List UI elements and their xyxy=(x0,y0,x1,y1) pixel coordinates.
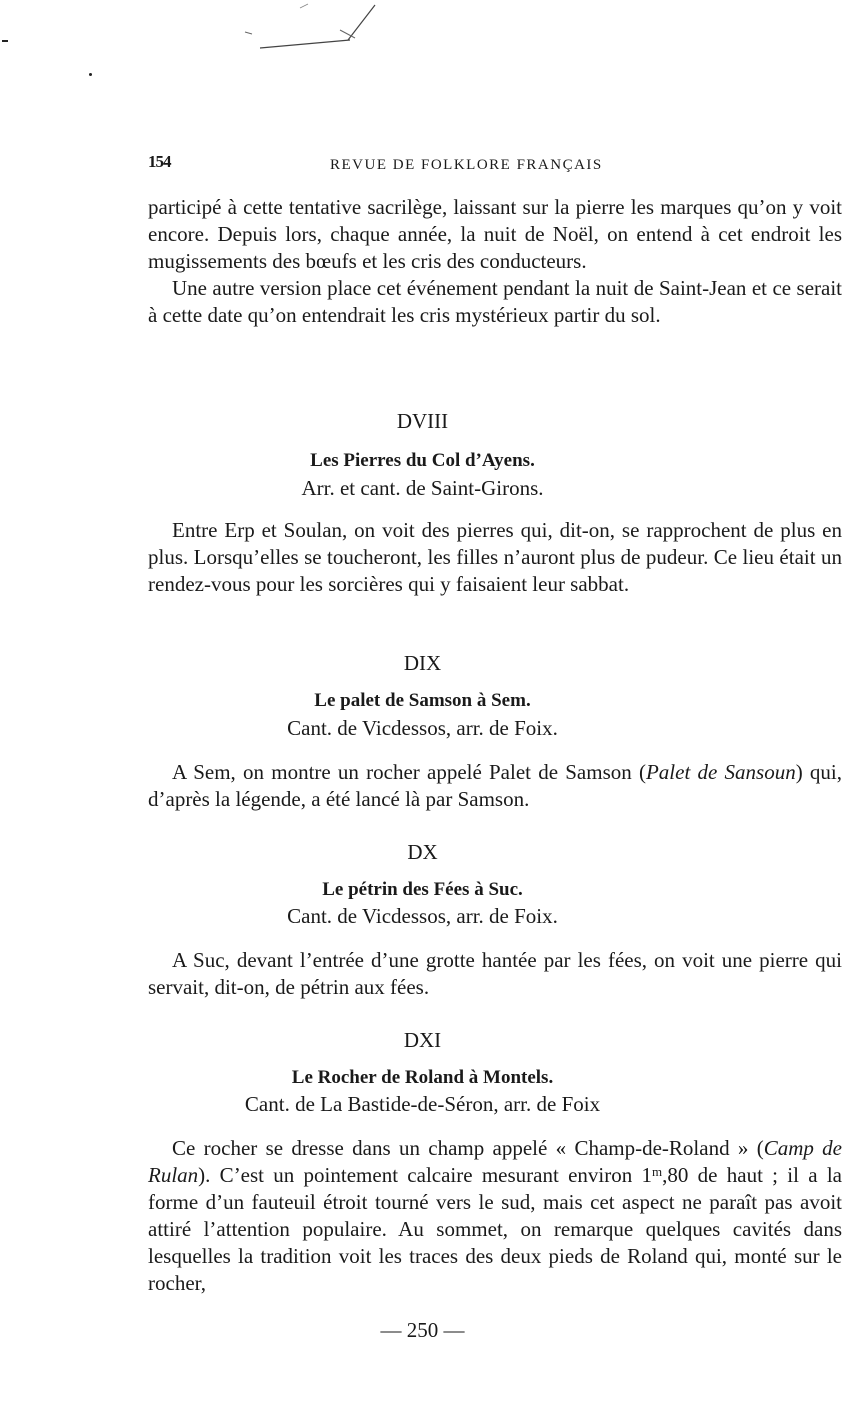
section-text-block xyxy=(148,517,842,598)
intro-block xyxy=(148,194,842,329)
italic-term: Palet de Sansoun xyxy=(645,760,796,784)
superscript: m xyxy=(652,1164,663,1179)
section-numeral: DVIII xyxy=(396,409,449,433)
pencil-mark-icon xyxy=(240,0,390,60)
text-run: ) qui, d’après la légende, a été lancé là par Samson. xyxy=(148,760,843,811)
section-subtitle: Cant. de Vicdessos, arr. de Foix. xyxy=(287,716,558,740)
intro-paragraph-2: Une autre version place cet événement pendant la nuit de Saint-Jean et ce serait à cette date qu’on entendrait les cris mystérieux partir du sol. xyxy=(148,276,842,327)
intro-paragraph-1: participé à cette tentative sacrilège, laissant sur la pierre les marques qu’on y voit encore. Depuis lors, chaque année, la nuit de Noël, on entend à cet endroit les mugissements des bœufs et les cris des conducteurs. xyxy=(148,195,842,273)
section-subtitle: Cant. de Vicdessos, arr. de Foix. xyxy=(287,904,558,928)
running-title: REVUE DE FOLKLORE FRANÇAIS xyxy=(330,157,603,173)
section-text-block xyxy=(148,759,842,813)
speck xyxy=(89,73,92,76)
speck xyxy=(2,40,8,42)
text-run: ). C’est un pointement calcaire mesurant environ 1 xyxy=(198,1163,653,1187)
folio-number: 154 xyxy=(148,152,171,171)
section-paragraph: Entre Erp et Soulan, on voit des pierres qui, dit-on, se rapprochent de plus en plus. Lorsqu’elles se toucheront, les filles n’auront plus de pudeur. Ce lieu était un rendez-vous pour les sorcières qui y faisaient leur sabbat. xyxy=(148,518,842,596)
page-number: — 250 — xyxy=(380,1318,465,1342)
section-paragraph xyxy=(148,1135,842,1297)
text-run: Ce rocher se dresse dans un champ appelé « Champ-de-Roland » ( xyxy=(172,1136,764,1160)
section-title: Le Rocher de Roland à Montels. xyxy=(291,1067,554,1088)
text-run: A Sem, on montre un rocher appelé Palet de Samson ( xyxy=(172,760,646,784)
section-title: Le pétrin des Fées à Suc. xyxy=(322,879,523,900)
section-paragraph: A Suc, devant l’entrée d’une grotte hantée par les fées, on voit une pierre qui servait, dit-on, de pétrin aux fées. xyxy=(148,948,842,999)
section-paragraph xyxy=(148,759,842,813)
section-numeral: DXI xyxy=(403,1028,442,1052)
section-numeral: DX xyxy=(407,840,438,864)
text-run: ,80 de haut ; il a la forme d’un fauteuil étroit tourné vers le sud, mais cet aspect ne paraît pas avoit attiré l’attention populaire. Au sommet, on remarque quelques cavités dans lesquelles la tradition voit les traces des deux pieds de Roland qui, monté sur le rocher, xyxy=(148,1163,842,1295)
section-text-block xyxy=(148,947,842,1001)
section-text-block xyxy=(148,1135,842,1297)
italic-term: Camp de Rulan xyxy=(148,1136,842,1187)
section-title: Les Pierres du Col d’Ayens. xyxy=(310,450,535,471)
section-title: Le palet de Samson à Sem. xyxy=(314,690,531,711)
section-numeral: DIX xyxy=(403,651,442,675)
section-subtitle: Cant. de La Bastide-de-Séron, arr. de Foix xyxy=(244,1092,601,1116)
section-subtitle: Arr. et cant. de Saint-Girons. xyxy=(301,476,544,500)
